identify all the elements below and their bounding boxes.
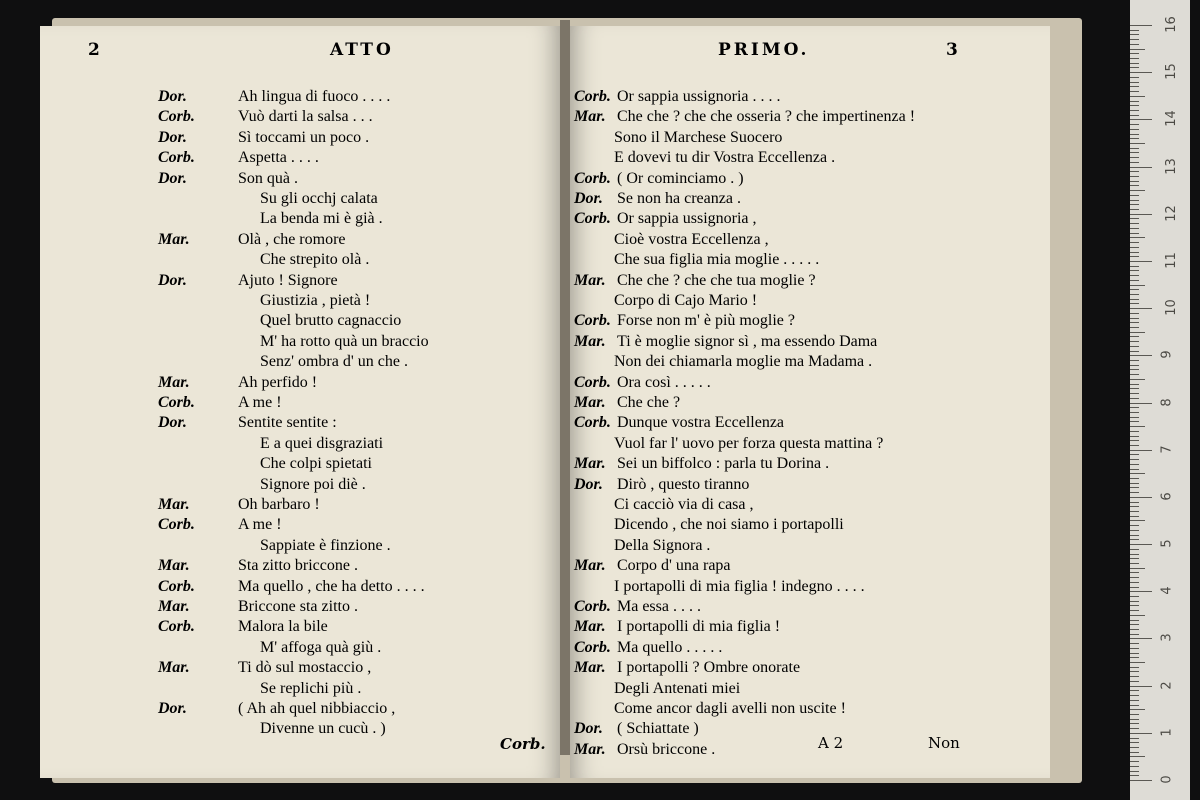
ruler-minor-tick (1130, 299, 1139, 300)
ruler-major-tick (1130, 450, 1152, 451)
speaker-label: Corb. (158, 108, 195, 126)
ruler-label: 6 (1159, 492, 1175, 501)
speaker-label: Corb. (574, 598, 611, 615)
ruler-minor-tick (1130, 365, 1139, 366)
speaker-label: Mar. (574, 394, 606, 411)
verse-text: Su gli occhj calata (260, 190, 378, 207)
ruler-minor-tick (1130, 34, 1139, 35)
ruler-minor-tick (1130, 39, 1139, 40)
ruler-minor-tick (1130, 421, 1139, 422)
ruler-minor-tick (1130, 204, 1139, 205)
ruler-minor-tick (1130, 426, 1145, 427)
ruler-minor-tick (1130, 110, 1139, 111)
signature-mark: A 2 (818, 734, 844, 752)
verse-text: Ora così . . . . . (617, 373, 711, 391)
ruler-label: 8 (1159, 397, 1175, 407)
speaker-label: Mar. (574, 618, 606, 636)
ruler-minor-tick (1130, 634, 1139, 635)
ruler-minor-tick (1130, 44, 1139, 45)
verse-text: Oh barbaro ! (238, 496, 320, 513)
ruler-minor-tick (1130, 346, 1139, 347)
verse-text: E dovevi tu dir Vostra Eccellenza . (614, 149, 836, 167)
ruler-minor-tick (1130, 218, 1139, 219)
verse-text: Se non ha creanza . (617, 190, 741, 207)
ruler-minor-tick (1130, 756, 1145, 757)
speaker-label: Mar. (574, 455, 606, 473)
ruler-minor-tick (1130, 91, 1139, 92)
ruler-minor-tick (1130, 657, 1139, 658)
verse-text: A me ! (238, 516, 282, 534)
verse-text: Degli Antenati miei (614, 679, 741, 697)
ruler-minor-tick (1130, 195, 1139, 196)
ruler-minor-tick (1130, 152, 1139, 153)
ruler-minor-tick (1130, 341, 1139, 342)
speaker-label: Corb. (158, 516, 195, 534)
ruler-minor-tick (1130, 49, 1145, 50)
ruler-major-tick (1130, 214, 1152, 215)
ruler-minor-tick (1130, 242, 1139, 243)
ruler-minor-tick (1130, 412, 1139, 413)
ruler-minor-tick (1130, 738, 1139, 739)
ruler-minor-tick (1130, 662, 1145, 663)
right-catchword: Non (928, 734, 960, 752)
ruler-minor-tick (1130, 431, 1139, 432)
ruler-minor-tick (1130, 407, 1139, 408)
verse-text: Ma essa . . . . (617, 598, 701, 615)
verse-text: ( Or cominciamo . ) (617, 169, 744, 187)
speaker-label: Dor. (158, 169, 187, 187)
verse-text: Cioè vostra Eccellenza , (614, 230, 769, 248)
ruler-minor-tick (1130, 473, 1145, 474)
verse-text: Che strepito olà . (260, 251, 370, 269)
verse-text: Or sappia ussignoria . . . . (617, 88, 781, 105)
ruler-minor-tick (1130, 393, 1139, 394)
verse-text: Malora la bile (238, 618, 328, 636)
ruler-minor-tick (1130, 280, 1139, 281)
ruler-minor-tick (1130, 294, 1139, 295)
measuring-ruler (1130, 0, 1190, 800)
verse-text: Dunque vostra Eccellenza (617, 414, 785, 432)
verse-text: Giustizia , pietà ! (260, 292, 371, 309)
ruler-minor-tick (1130, 53, 1139, 54)
ruler-minor-tick (1130, 30, 1139, 31)
speaker-label: Mar. (574, 659, 606, 677)
ruler-minor-tick (1130, 771, 1139, 772)
ruler-minor-tick (1130, 327, 1139, 328)
verse-text: Corpo d' una rapa (617, 557, 731, 575)
left-catchword: Corb. (500, 735, 546, 753)
verse-text: Ah lingua di fuoco . . . . (238, 88, 391, 105)
ruler-major-tick (1130, 497, 1152, 498)
speaker-label: Mar. (574, 557, 606, 575)
ruler-minor-tick (1130, 143, 1145, 144)
speaker-label: Dor. (574, 190, 603, 207)
speaker-label: Corb. (574, 638, 611, 656)
ruler-minor-tick (1130, 549, 1139, 550)
ruler-label: 12 (1163, 204, 1179, 222)
ruler-major-tick (1130, 638, 1152, 639)
ruler-minor-tick (1130, 223, 1139, 224)
verse-text: Dirò , questo tiranno (617, 475, 750, 493)
ruler-minor-tick (1130, 605, 1139, 606)
speaker-label: Dor. (158, 414, 187, 432)
ruler-minor-tick (1130, 671, 1139, 672)
verse-text: Forse non m' è più moglie ? (617, 312, 795, 330)
speaker-label: Dor. (574, 720, 603, 738)
speaker-label: Mar. (158, 373, 190, 391)
right-page-number: 3 (946, 40, 961, 60)
ruler-minor-tick (1130, 572, 1139, 573)
verse-text: Che colpi spietati (260, 455, 372, 473)
verse-text: ( Ah ah quel nibbiaccio , (238, 700, 396, 717)
speaker-label: Dor. (158, 88, 187, 105)
speaker-label: Corb. (158, 394, 195, 411)
ruler-minor-tick (1130, 511, 1139, 512)
speaker-label: Mar. (158, 659, 190, 677)
ruler-label: 14 (1163, 110, 1179, 128)
verse-text: Orsù briccone . (617, 740, 716, 758)
ruler-minor-tick (1130, 492, 1139, 493)
ruler-label: 16 (1163, 16, 1179, 33)
ruler-minor-tick (1130, 502, 1139, 503)
ruler-minor-tick (1130, 369, 1139, 370)
ruler-minor-tick (1130, 351, 1139, 352)
ruler-minor-tick (1130, 554, 1139, 555)
verse-text: I portapolli di mia figlia ! (617, 618, 781, 636)
ruler-major-tick (1130, 733, 1152, 734)
verse-text: Sono il Marchese Suocero (614, 128, 783, 146)
ruler-minor-tick (1130, 775, 1139, 776)
ruler-minor-tick (1130, 690, 1139, 691)
ruler-minor-tick (1130, 129, 1139, 130)
verse-text: E a quei disgraziati (260, 434, 384, 452)
speaker-label: Mar. (158, 598, 190, 615)
speaker-label: Corb. (158, 577, 195, 595)
ruler-major-tick (1130, 308, 1152, 309)
speaker-label: Mar. (574, 332, 606, 350)
ruler-minor-tick (1130, 568, 1145, 569)
ruler-minor-tick (1130, 360, 1139, 361)
speaker-label: Mar. (574, 108, 606, 126)
ruler-major-tick (1130, 686, 1152, 687)
verse-text: Ti è moglie signor sì , ma essendo Dama (617, 332, 878, 350)
ruler-minor-tick (1130, 478, 1139, 479)
ruler-minor-tick (1130, 582, 1139, 583)
ruler-minor-tick (1130, 417, 1139, 418)
verse-text: Ma quello . . . . . (617, 638, 723, 656)
verse-text: Sì toccami un poco . (238, 128, 370, 146)
ruler-minor-tick (1130, 162, 1139, 163)
ruler-minor-tick (1130, 86, 1139, 87)
ruler-major-tick (1130, 25, 1152, 26)
ruler-minor-tick (1130, 535, 1139, 536)
ruler-minor-tick (1130, 530, 1139, 531)
ruler-minor-tick (1130, 209, 1139, 210)
ruler-minor-tick (1130, 58, 1139, 59)
ruler-minor-tick (1130, 695, 1139, 696)
ruler-label: 11 (1163, 252, 1179, 269)
ruler-minor-tick (1130, 577, 1139, 578)
ruler-minor-tick (1130, 138, 1139, 139)
ruler-major-tick (1130, 780, 1152, 781)
speaker-label: Dor. (574, 475, 603, 493)
ruler-minor-tick (1130, 525, 1139, 526)
speaker-label: Mar. (574, 271, 606, 289)
verse-text: M' ha rotto quà un braccio (260, 332, 429, 350)
verse-text: Ti dò sul mostaccio , (238, 659, 372, 677)
speaker-label: Corb. (574, 88, 611, 105)
ruler-label: 10 (1163, 299, 1179, 316)
verse-text: Corpo di Cajo Mario ! (614, 292, 758, 309)
verse-text: Vuò darti la salsa . . . (238, 108, 373, 126)
ruler-minor-tick (1130, 82, 1139, 83)
ruler-minor-tick (1130, 596, 1139, 597)
ruler-minor-tick (1130, 483, 1139, 484)
ruler-label: 1 (1159, 728, 1175, 737)
ruler-minor-tick (1130, 332, 1145, 333)
ruler-minor-tick (1130, 303, 1139, 304)
speaker-label: Corb. (574, 169, 611, 187)
ruler-minor-tick (1130, 384, 1139, 385)
verse-text: Or sappia ussignoria , (617, 210, 757, 228)
speaker-label: Dor. (158, 700, 187, 717)
ruler-minor-tick (1130, 270, 1139, 271)
verse-text: Aspetta . . . . (238, 149, 319, 167)
ruler-minor-tick (1130, 247, 1139, 248)
ruler-minor-tick (1130, 459, 1139, 460)
ruler-minor-tick (1130, 379, 1145, 380)
ruler-major-tick (1130, 119, 1152, 120)
ruler-minor-tick (1130, 610, 1139, 611)
ruler-minor-tick (1130, 96, 1145, 97)
ruler-minor-tick (1130, 454, 1139, 455)
ruler-minor-tick (1130, 587, 1139, 588)
verse-text: Ma quello , che ha detto . . . . (238, 577, 425, 595)
verse-text: Sei un biffolco : parla tu Dorina . (617, 455, 830, 473)
verse-text: A me ! (238, 394, 282, 411)
ruler-minor-tick (1130, 676, 1139, 677)
ruler-minor-tick (1130, 256, 1139, 257)
ruler-minor-tick (1130, 148, 1139, 149)
ruler-minor-tick (1130, 643, 1139, 644)
verse-text: Sentite sentite : (238, 414, 337, 432)
ruler-minor-tick (1130, 563, 1139, 564)
ruler-label: 7 (1159, 445, 1175, 454)
ruler-minor-tick (1130, 200, 1139, 201)
ruler-minor-tick (1130, 766, 1139, 767)
ruler-minor-tick (1130, 157, 1139, 158)
ruler-minor-tick (1130, 667, 1139, 668)
verse-text: Divenne un cucù . ) (260, 720, 386, 738)
ruler-minor-tick (1130, 440, 1139, 441)
ruler-minor-tick (1130, 336, 1139, 337)
verse-text: Ajuto ! Signore (238, 271, 338, 289)
speaker-label: Corb. (574, 312, 611, 330)
ruler-minor-tick (1130, 252, 1139, 253)
ruler-major-tick (1130, 167, 1152, 168)
ruler-label: 15 (1163, 63, 1179, 80)
ruler-label: 3 (1159, 633, 1175, 643)
ruler-minor-tick (1130, 445, 1139, 446)
ruler-minor-tick (1130, 620, 1139, 621)
ruler-minor-tick (1130, 388, 1139, 389)
ruler-minor-tick (1130, 67, 1139, 68)
ruler-label: 4 (1159, 586, 1175, 595)
ruler-minor-tick (1130, 115, 1139, 116)
ruler-major-tick (1130, 72, 1152, 73)
ruler-minor-tick (1130, 539, 1139, 540)
ruler-minor-tick (1130, 185, 1139, 186)
ruler-minor-tick (1130, 719, 1139, 720)
ruler-label: 13 (1163, 157, 1179, 175)
ruler-label: 2 (1159, 680, 1175, 690)
ruler-minor-tick (1130, 516, 1139, 517)
ruler-minor-tick (1130, 436, 1139, 437)
ruler-minor-tick (1130, 313, 1139, 314)
ruler-label: 9 (1159, 350, 1175, 359)
speaker-label: Corb. (574, 414, 611, 432)
verse-text: I portapolli di mia figlia ! indegno . . . . (614, 577, 865, 595)
verse-text: Che che ? che che tua moglie ? (617, 271, 816, 289)
verse-text: Ci cacciò via di casa , (614, 496, 754, 513)
ruler-minor-tick (1130, 374, 1139, 375)
speaker-label: Corb. (158, 149, 195, 167)
ruler-minor-tick (1130, 487, 1139, 488)
ruler-minor-tick (1130, 398, 1139, 399)
speaker-label: Mar. (158, 496, 190, 513)
ruler-label: 5 (1159, 539, 1175, 548)
left-running-head: ATTO (330, 40, 394, 60)
verse-text: Signore poi diè . (260, 475, 366, 493)
speaker-label: Mar. (158, 557, 190, 575)
ruler-minor-tick (1130, 723, 1139, 724)
verse-text: Quel brutto cagnaccio (260, 312, 402, 330)
ruler-minor-tick (1130, 176, 1139, 177)
ruler-minor-tick (1130, 629, 1139, 630)
ruler-minor-tick (1130, 275, 1139, 276)
verse-text: Ah perfido ! (238, 373, 318, 391)
ruler-minor-tick (1130, 134, 1139, 135)
ruler-major-tick (1130, 591, 1152, 592)
ruler-minor-tick (1130, 601, 1139, 602)
speaker-label: Corb. (574, 373, 611, 391)
ruler-major-tick (1130, 403, 1152, 404)
verse-text: Briccone sta zitto . (238, 598, 358, 615)
ruler-minor-tick (1130, 464, 1139, 465)
ruler-minor-tick (1130, 266, 1139, 267)
ruler-minor-tick (1130, 322, 1139, 323)
ruler-minor-tick (1130, 105, 1139, 106)
ruler-minor-tick (1130, 681, 1139, 682)
ruler-major-tick (1130, 544, 1152, 545)
speaker-label: Mar. (574, 740, 606, 758)
ruler-minor-tick (1130, 181, 1139, 182)
ruler-minor-tick (1130, 558, 1139, 559)
ruler-minor-tick (1130, 318, 1139, 319)
ruler-minor-tick (1130, 624, 1139, 625)
verse-text: M' affoga quà giù . (260, 638, 382, 656)
verse-text: Come ancor dagli avelli non uscite ! (614, 700, 846, 717)
left-page-number: 2 (88, 40, 103, 60)
verse-text: Che che ? che che osseria ? che impertinenza ! (617, 108, 916, 126)
verse-text: I portapolli ? Ombre onorate (617, 659, 801, 677)
ruler-minor-tick (1130, 520, 1145, 521)
verse-text: Sappiate è finzione . (260, 536, 391, 554)
ruler-minor-tick (1130, 761, 1139, 762)
ruler-label: 0 (1159, 775, 1175, 784)
ruler-minor-tick (1130, 653, 1139, 654)
verse-text: ( Schiattate ) (617, 720, 699, 738)
verse-text: Vuol far l' uovo per forza questa mattina ? (614, 434, 884, 452)
ruler-minor-tick (1130, 648, 1139, 649)
verse-text: Che che ? (617, 394, 681, 411)
ruler-minor-tick (1130, 228, 1139, 229)
ruler-minor-tick (1130, 171, 1139, 172)
ruler-minor-tick (1130, 728, 1139, 729)
ruler-minor-tick (1130, 77, 1139, 78)
ruler-minor-tick (1130, 237, 1145, 238)
ruler-minor-tick (1130, 615, 1145, 616)
verse-text: Sta zitto briccone . (238, 557, 358, 575)
verse-text: Non dei chiamarla moglie ma Madama . (614, 353, 873, 371)
ruler-minor-tick (1130, 101, 1139, 102)
ruler-minor-tick (1130, 752, 1139, 753)
ruler-major-tick (1130, 261, 1152, 262)
ruler-minor-tick (1130, 469, 1139, 470)
verse-text: Senz' ombra d' un che . (260, 353, 408, 371)
right-running-head: PRIMO. (718, 40, 810, 60)
ruler-minor-tick (1130, 63, 1139, 64)
speaker-label: Mar. (158, 230, 190, 248)
verse-text: Se replichi più . (260, 679, 362, 697)
verse-text: Che sua figlia mia moglie . . . . . (614, 251, 820, 269)
verse-text: Son quà . (238, 169, 298, 187)
ruler-minor-tick (1130, 233, 1139, 234)
ruler-minor-tick (1130, 190, 1145, 191)
ruler-minor-tick (1130, 289, 1139, 290)
speaker-label: Dor. (158, 271, 187, 289)
ruler-minor-tick (1130, 705, 1139, 706)
ruler-minor-tick (1130, 506, 1139, 507)
ruler-minor-tick (1130, 714, 1139, 715)
verse-text: Della Signora . (614, 536, 711, 554)
verse-text: La benda mi è già . (260, 210, 383, 228)
ruler-minor-tick (1130, 700, 1139, 701)
ruler-minor-tick (1130, 124, 1139, 125)
ruler-minor-tick (1130, 709, 1145, 710)
ruler-major-tick (1130, 355, 1152, 356)
ruler-minor-tick (1130, 742, 1139, 743)
ruler-minor-tick (1130, 747, 1139, 748)
speaker-label: Dor. (158, 128, 187, 146)
book-gutter (560, 20, 570, 755)
verse-text: Olà , che romore (238, 230, 346, 248)
speaker-label: Corb. (158, 618, 195, 636)
verse-text: Dicendo , che noi siamo i portapolli (614, 516, 844, 534)
ruler-minor-tick (1130, 285, 1145, 286)
speaker-label: Corb. (574, 210, 611, 228)
